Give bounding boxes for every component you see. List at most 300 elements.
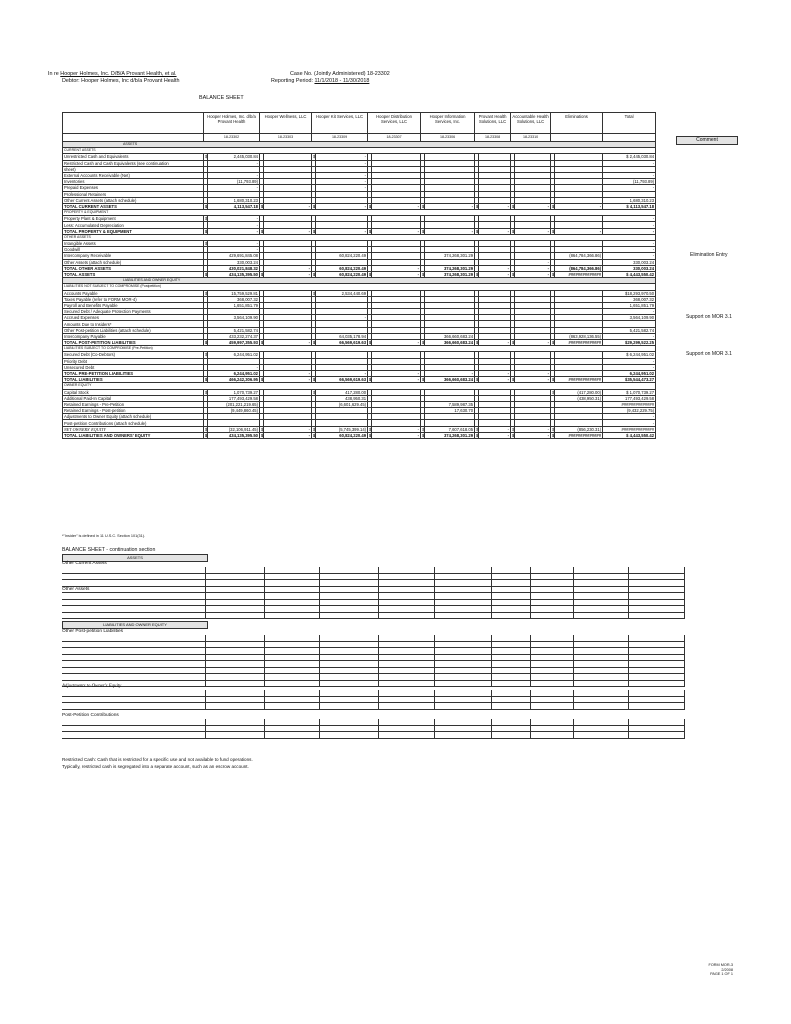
cell-value: - — [264, 265, 312, 271]
currency-sign: $ — [205, 432, 208, 438]
other-assets-table — [62, 593, 685, 619]
cell-value: 430,021,848.32 — [208, 265, 260, 271]
continuation-cell[interactable] — [206, 732, 265, 739]
cell-value: - — [372, 203, 421, 209]
total-value: - — [603, 309, 656, 315]
cell-value: 60,824,220.49 — [316, 432, 368, 438]
total-value: - — [603, 222, 656, 228]
row-label: Inventories — [63, 179, 204, 185]
currency-sign: $ — [369, 377, 372, 383]
continuation-cell[interactable] — [629, 703, 685, 710]
column-header: Hooper Kit Services, LLC — [312, 113, 368, 134]
currency-sign: $ — [512, 432, 515, 438]
total-value: $ 1,070,739.27 — [603, 389, 656, 395]
cell-value: - — [316, 154, 368, 160]
currency-sign: $ — [369, 426, 372, 432]
currency-sign: $ — [369, 203, 372, 209]
cell-value: 374,268,301.29 — [425, 265, 475, 271]
section-label: OTHER ASSETS — [63, 234, 656, 240]
cell-value: - — [264, 432, 312, 438]
continuation-cell[interactable] — [492, 703, 531, 710]
continuation-cell[interactable] — [435, 680, 492, 687]
cell-value: - — [372, 377, 421, 383]
cell-value: 4,113,547.18 — [208, 203, 260, 209]
total-value: $35,544,473.27 — [603, 377, 656, 383]
cell-value: - — [479, 426, 511, 432]
cell-value: - — [515, 340, 551, 346]
continuation-cell[interactable] — [265, 612, 320, 619]
row-label: Unrestricted Cash and Equivalents — [63, 154, 204, 160]
currency-sign: $ — [552, 228, 555, 234]
cell-value: - — [555, 228, 603, 234]
cell-value: - — [208, 247, 260, 253]
cell-value: - — [515, 265, 551, 271]
cell-value: 366,660,683.24 — [425, 340, 475, 346]
total-value: - — [603, 414, 656, 420]
total-value: - — [603, 253, 656, 259]
row-label: Secured Debt / Adequate Protection Payments — [63, 309, 204, 315]
reporting-period-label: Reporting Period: — [271, 78, 313, 84]
continuation-cell[interactable] — [435, 612, 492, 619]
cell-value: - — [479, 203, 511, 209]
continuation-cell[interactable] — [320, 703, 379, 710]
section-label: LIABILITIES SUBJECT TO COMPROMISE (Pre-Petition) — [63, 346, 656, 352]
cell-value: (6,601,629.45) — [316, 401, 368, 407]
row-comment: Support on MOR 3.1 — [686, 313, 732, 320]
column-case-number: 18-23310 — [511, 134, 551, 142]
cell-value: - — [372, 271, 421, 277]
section-label: CURRENT ASSETS — [63, 148, 656, 154]
continuation-cell[interactable] — [379, 680, 435, 687]
cell-value: - — [316, 185, 368, 191]
cell-value: - — [264, 203, 312, 209]
cell-value: ############## — [555, 340, 603, 346]
cell-value: - — [316, 203, 368, 209]
total-value: 1,651,851.79 — [603, 302, 656, 308]
currency-sign: $ — [205, 377, 208, 383]
currency-sign: $ — [261, 340, 264, 346]
row-label: TOTAL LIABILITIES — [63, 377, 204, 383]
row-label: Retained Earnings - Pre-Petition — [63, 401, 204, 407]
currency-sign: $ — [476, 203, 479, 209]
currency-sign: $ — [422, 377, 425, 383]
total-value: 5,421,582.74 — [603, 327, 656, 333]
cell-value: 433,232,274.37 — [208, 333, 260, 339]
currency-sign: $ — [205, 389, 208, 395]
column-case-number: 18-23302 — [204, 134, 260, 142]
row-label: Unsecured Debt — [63, 364, 204, 370]
cell-value: 60,824,220.49 — [316, 265, 368, 271]
other-postpetition-label: Other Post-petition Liabilities — [62, 629, 124, 634]
currency-sign: $ — [512, 228, 515, 234]
continuation-cell[interactable] — [574, 732, 629, 739]
row-label: Intercompany Payable — [63, 333, 204, 339]
cell-value: 366,660,683.24 — [425, 377, 475, 383]
reporting-period-block — [271, 78, 369, 85]
cell-value: 7,589,987.35 — [425, 401, 475, 407]
restricted-cash-note-2: Typically, restricted cash is segregated into a separate account, such as an escrow account. — [62, 764, 249, 769]
case-caption — [48, 71, 210, 78]
cell-value: - — [264, 377, 312, 383]
currency-sign: $ — [552, 340, 555, 346]
total-value: - — [603, 172, 656, 178]
cell-value: 434,135,395.50 — [208, 432, 260, 438]
cell-value: 374,268,301.29 — [425, 253, 475, 259]
column-case-number — [603, 134, 656, 142]
currency-sign: $ — [512, 377, 515, 383]
currency-sign: $ — [422, 228, 425, 234]
total-value: - — [603, 358, 656, 364]
row-label: Less: Accumulated Depreciation — [63, 222, 204, 228]
currency-sign: $ — [476, 340, 479, 346]
cell-value: 66,569,619.63 — [316, 340, 368, 346]
total-value: $ 6,244,951.02 — [603, 352, 656, 358]
cell-value: - — [555, 203, 603, 209]
debtor-name: Debtor: Hooper Holmes, Inc d/b/a Provant Health — [62, 78, 180, 84]
cell-value: (201,221,219.65) — [208, 401, 260, 407]
postpetition-contrib-table — [62, 719, 685, 739]
continuation-cell[interactable] — [574, 612, 629, 619]
currency-sign: $ — [512, 203, 515, 209]
currency-sign: $ — [476, 272, 479, 278]
cell-value: 1,070,739.27 — [208, 389, 260, 395]
section-label: LIABILITIES AND OWNER EQUITY — [63, 278, 656, 284]
column-case-number — [551, 134, 603, 142]
total-value: (11,793.89) — [603, 179, 656, 185]
total-value: - — [603, 333, 656, 339]
row-label: Other Current Assets (attach schedule) — [63, 197, 204, 203]
continuation-cell[interactable] — [435, 732, 492, 739]
cell-value: - — [208, 364, 260, 370]
total-value: - — [603, 228, 656, 234]
cell-value: - — [479, 228, 511, 234]
insider-note: *"Insider" is defined in 11 U.S.C. Section 101(31). — [62, 534, 146, 538]
currency-sign: $ — [205, 241, 208, 247]
currency-sign: $ — [261, 432, 264, 438]
total-value: $ 4,113,547.18 — [603, 203, 656, 209]
continuation-cell[interactable] — [206, 612, 265, 619]
currency-sign: $ — [205, 228, 208, 234]
cell-value: 17,630.70 — [425, 408, 475, 414]
continuation-cell[interactable] — [265, 680, 320, 687]
continuation-cell[interactable] — [492, 680, 531, 687]
cell-value: (11,793.89) — [208, 179, 260, 185]
cell-value: (5,745,399.14) — [316, 426, 368, 432]
row-label: TOTAL PROPERTY & EQUIPMENT — [63, 228, 204, 234]
row-label: Payroll and Benefits Payable — [63, 302, 204, 308]
cell-value: (9,449,860.45) — [208, 408, 260, 414]
cell-value: - — [515, 432, 551, 438]
row-label: Other Post-petition Liabilities (attach schedule) — [63, 327, 204, 333]
currency-sign: $ — [313, 426, 316, 432]
row-label: NET OWNERS' EQUITY — [63, 426, 204, 432]
row-label: TOTAL CURRENT ASSETS — [63, 203, 204, 209]
column-case-number: 18-23306 — [421, 134, 475, 142]
comment-header: Comment — [676, 136, 738, 145]
continuation-assets-head: ASSETS — [62, 554, 208, 562]
cell-value: - — [316, 160, 368, 166]
continuation-cell[interactable] — [629, 612, 685, 619]
continuation-cell[interactable] — [206, 703, 265, 710]
currency-sign: $ — [205, 203, 208, 209]
cell-value: - — [372, 426, 421, 432]
row-label: Amounts Due to Insiders* — [63, 321, 204, 327]
cell-value: 366,660,683.24 — [425, 333, 475, 339]
column-header: Hooper Information Services, Inc. — [421, 113, 475, 134]
currency-sign: $ — [552, 432, 555, 438]
continuation-cell[interactable] — [379, 703, 435, 710]
cell-value: 60,824,220.49 — [316, 271, 368, 277]
continuation-cell[interactable] — [320, 612, 379, 619]
row-label: Additional Paid-In Capital — [63, 395, 204, 401]
continuation-cell[interactable] — [574, 680, 629, 687]
row-label: Goodwill — [63, 247, 204, 253]
continuation-cell[interactable] — [265, 732, 320, 739]
continuation-cell[interactable] — [435, 703, 492, 710]
cell-value: (32,106,911.45) — [208, 426, 260, 432]
row-label: TOTAL PRE-PETITION LIABILITIES — [63, 370, 204, 376]
form-date: 2/2008 — [721, 967, 733, 972]
row-label: Restricted Cash and Cash Equivalents (see continuation — [63, 160, 204, 166]
cell-value: - — [479, 271, 511, 277]
currency-sign: $ — [313, 389, 316, 395]
total-value: $29,299,522.25 — [603, 340, 656, 346]
total-value: - — [603, 241, 656, 247]
continuation-row — [62, 680, 685, 687]
currency-sign: $ — [422, 432, 425, 438]
row-label: Accrued Expenses — [63, 315, 204, 321]
continuation-cell[interactable] — [531, 703, 574, 710]
currency-sign: $ — [261, 203, 264, 209]
cell-value: 429,691,845.08 — [208, 253, 260, 259]
row-label: Taxes Payable (refer to FORM MOR-4) — [63, 296, 204, 302]
case-number: 18-23302 — [367, 71, 390, 77]
other-current-assets-label: Other Current Assets — [62, 561, 107, 566]
case-number-row — [63, 134, 656, 142]
cell-value: 6,244,951.02 — [208, 352, 260, 358]
cell-value: 66,569,619.63 — [316, 377, 368, 383]
continuation-cell[interactable] — [492, 612, 531, 619]
continuation-cell[interactable] — [531, 612, 574, 619]
row-label: sheet) — [63, 166, 204, 172]
total-value: 3,564,109.90 — [603, 315, 656, 321]
total-value: 330,003.24 — [603, 259, 656, 265]
currency-sign: $ — [512, 340, 515, 346]
column-header-row — [63, 113, 656, 134]
currency-sign: $ — [261, 272, 264, 278]
cell-value: (438,950.31) — [555, 395, 603, 401]
currency-sign: $ — [552, 272, 555, 278]
cell-value: - — [208, 172, 260, 178]
continuation-cell[interactable] — [265, 703, 320, 710]
cell-value: - — [264, 228, 312, 234]
cell-value: 7,607,618.05 — [425, 426, 475, 432]
continuation-cell[interactable] — [379, 732, 435, 739]
currency-sign: $ — [261, 426, 264, 432]
row-label: Post-petition Contributions (attach schedule) — [63, 420, 204, 426]
continuation-cell[interactable] — [320, 732, 379, 739]
total-value: $ 4,443,550.42 — [603, 432, 656, 438]
currency-sign: $ — [313, 228, 316, 234]
cell-value: 1,651,851.79 — [208, 302, 260, 308]
row-label: TOTAL POST-PETITION LIABILITIES — [63, 340, 204, 346]
currency-sign: $ — [205, 216, 208, 222]
total-value: - — [603, 185, 656, 191]
continuation-cell[interactable] — [574, 703, 629, 710]
cell-value: ############## — [555, 377, 603, 383]
section-label: LIABILITIES NOT SUBJECT TO COMPROMISE (Postpetition) — [63, 284, 656, 290]
currency-sign: $ — [205, 272, 208, 278]
cell-value: ############## — [555, 271, 603, 277]
row-label: Priority Debt — [63, 358, 204, 364]
row-label: TOTAL ASSETS — [63, 271, 204, 277]
row-label: TOTAL OTHER ASSETS — [63, 265, 204, 271]
cell-value: - — [515, 271, 551, 277]
currency-sign: $ — [422, 340, 425, 346]
currency-sign: $ — [552, 377, 555, 383]
cell-value: 438,950.31 — [316, 395, 368, 401]
cell-value: - — [515, 377, 551, 383]
cell-value: (417,280.00) — [555, 389, 603, 395]
total-value: 368,007.32 — [603, 296, 656, 302]
cell-value: - — [425, 203, 475, 209]
currency-sign: $ — [369, 340, 372, 346]
currency-sign: $ — [552, 389, 555, 395]
cell-value: - — [316, 228, 368, 234]
currency-sign: $ — [476, 377, 479, 383]
currency-sign: $ — [261, 228, 264, 234]
continuation-cell[interactable] — [206, 680, 265, 687]
section-label: OWNER EQUITY — [63, 383, 656, 389]
cell-value: 466,242,306.95 — [208, 377, 260, 383]
total-value: ############## — [603, 426, 656, 432]
total-value: ############## — [603, 401, 656, 407]
row-label: Accounts Payable — [63, 290, 204, 296]
in-re-prefix: In re — [48, 71, 59, 77]
currency-sign: $ — [205, 352, 208, 358]
currency-sign: $ — [313, 272, 316, 278]
row-label: Secured Debt (Co-Debtors) — [63, 352, 204, 358]
case-number-label: Case No. (Jointly Administered) — [290, 71, 366, 77]
cell-value: - — [208, 222, 260, 228]
row-comment: Support on MOR 3.1 — [686, 350, 732, 357]
cell-value: (863,928,136.55) — [555, 333, 603, 339]
cell-value: - — [316, 370, 368, 376]
cell-value: - — [515, 370, 551, 376]
cell-value: - — [515, 228, 551, 234]
currency-sign: $ — [205, 290, 208, 296]
currency-sign: $ — [313, 340, 316, 346]
cell-value: - — [208, 185, 260, 191]
cell-value: (864,784,366.86) — [555, 265, 603, 271]
cell-value: 2,445,030.84 — [208, 154, 260, 160]
column-case-number: 18-23303 — [260, 134, 312, 142]
cell-value: - — [208, 241, 260, 247]
form-number: FORM MOR-3 — [708, 963, 733, 967]
continuation-cell[interactable] — [492, 732, 531, 739]
currency-sign: $ — [261, 377, 264, 383]
total-value: - — [603, 216, 656, 222]
continuation-cell[interactable] — [629, 680, 685, 687]
column-case-number: 18-23307 — [368, 134, 421, 142]
page-number: PAGE 1 OF 1 — [710, 972, 733, 977]
column-header: Eliminations — [551, 113, 603, 134]
section-label: PROPERTY & EQUIPMENT — [63, 210, 656, 216]
currency-sign: $ — [476, 432, 479, 438]
cell-value: 2,534,440.69 — [316, 290, 368, 296]
currency-sign: $ — [422, 272, 425, 278]
cell-value: 374,268,301.29 — [425, 271, 475, 277]
continuation-title: BALANCE SHEET - continuation section — [62, 547, 156, 553]
continuation-cell[interactable] — [62, 703, 206, 710]
continuation-row — [62, 612, 685, 619]
row-label: Property Plant & Equipment — [63, 216, 204, 222]
row-label: Retained Earnings - Post-petition — [63, 408, 204, 414]
row-label: Professional Retainers — [63, 191, 204, 197]
currency-sign: $ — [422, 426, 425, 432]
cell-value: 3,564,109.90 — [208, 315, 260, 321]
currency-sign: $ — [313, 377, 316, 383]
total-value: 1,680,310.23 — [603, 197, 656, 203]
column-header: Hooper Holmes, Inc. d/b/a Provant Health — [204, 113, 260, 134]
continuation-cell[interactable] — [531, 732, 574, 739]
cell-value: 64,035,178.94 — [316, 333, 368, 339]
cell-value: - — [316, 179, 368, 185]
case-number-block — [290, 71, 390, 78]
page-title: BALANCE SHEET — [199, 95, 244, 101]
cell-value: 434,135,395.50 — [208, 271, 260, 277]
continuation-cell[interactable] — [629, 732, 685, 739]
cell-value: 417,280.00 — [316, 389, 368, 395]
currency-sign: $ — [205, 154, 208, 160]
postpetition-contrib-label: Post-Petition Contributions — [62, 713, 119, 718]
total-value: (9,432,229.75) — [603, 408, 656, 414]
column-header: Total — [603, 113, 656, 134]
currency-sign: $ — [369, 272, 372, 278]
continuation-cell[interactable] — [379, 612, 435, 619]
currency-sign: $ — [313, 432, 316, 438]
cell-value: 459,997,355.93 — [208, 340, 260, 346]
cell-value: - — [264, 426, 312, 432]
currency-sign: $ — [476, 228, 479, 234]
row-label: External Accounts Receivable (Net) — [63, 172, 204, 178]
continuation-cell[interactable] — [62, 732, 206, 739]
continuation-cell[interactable] — [320, 680, 379, 687]
cell-value: - — [264, 370, 312, 376]
cell-value: - — [479, 340, 511, 346]
total-value: $18,293,970.50 — [603, 290, 656, 296]
cell-value: - — [479, 370, 511, 376]
row-label: Intangible Assets — [63, 241, 204, 247]
cell-value: 374,268,301.29 — [425, 432, 475, 438]
other-assets-label: Other Assets — [62, 587, 90, 592]
cell-value: 1,680,310.23 — [208, 197, 260, 203]
cell-value: - — [372, 265, 421, 271]
section-label: ASSETS — [63, 142, 656, 148]
adjustments-label: Adjustments to Owner's Equity — [62, 684, 122, 689]
cell-value: 15,759,529.81 — [208, 290, 260, 296]
cell-value: - — [208, 228, 260, 234]
cell-value: 330,003.24 — [208, 259, 260, 265]
continuation-cell[interactable] — [62, 612, 206, 619]
total-value: 330,003.24 — [603, 265, 656, 271]
currency-sign: $ — [313, 290, 316, 296]
currency-sign: $ — [313, 203, 316, 209]
continuation-cell[interactable] — [531, 680, 574, 687]
total-value: - — [603, 420, 656, 426]
currency-sign: $ — [552, 426, 555, 432]
cell-value: - — [372, 370, 421, 376]
